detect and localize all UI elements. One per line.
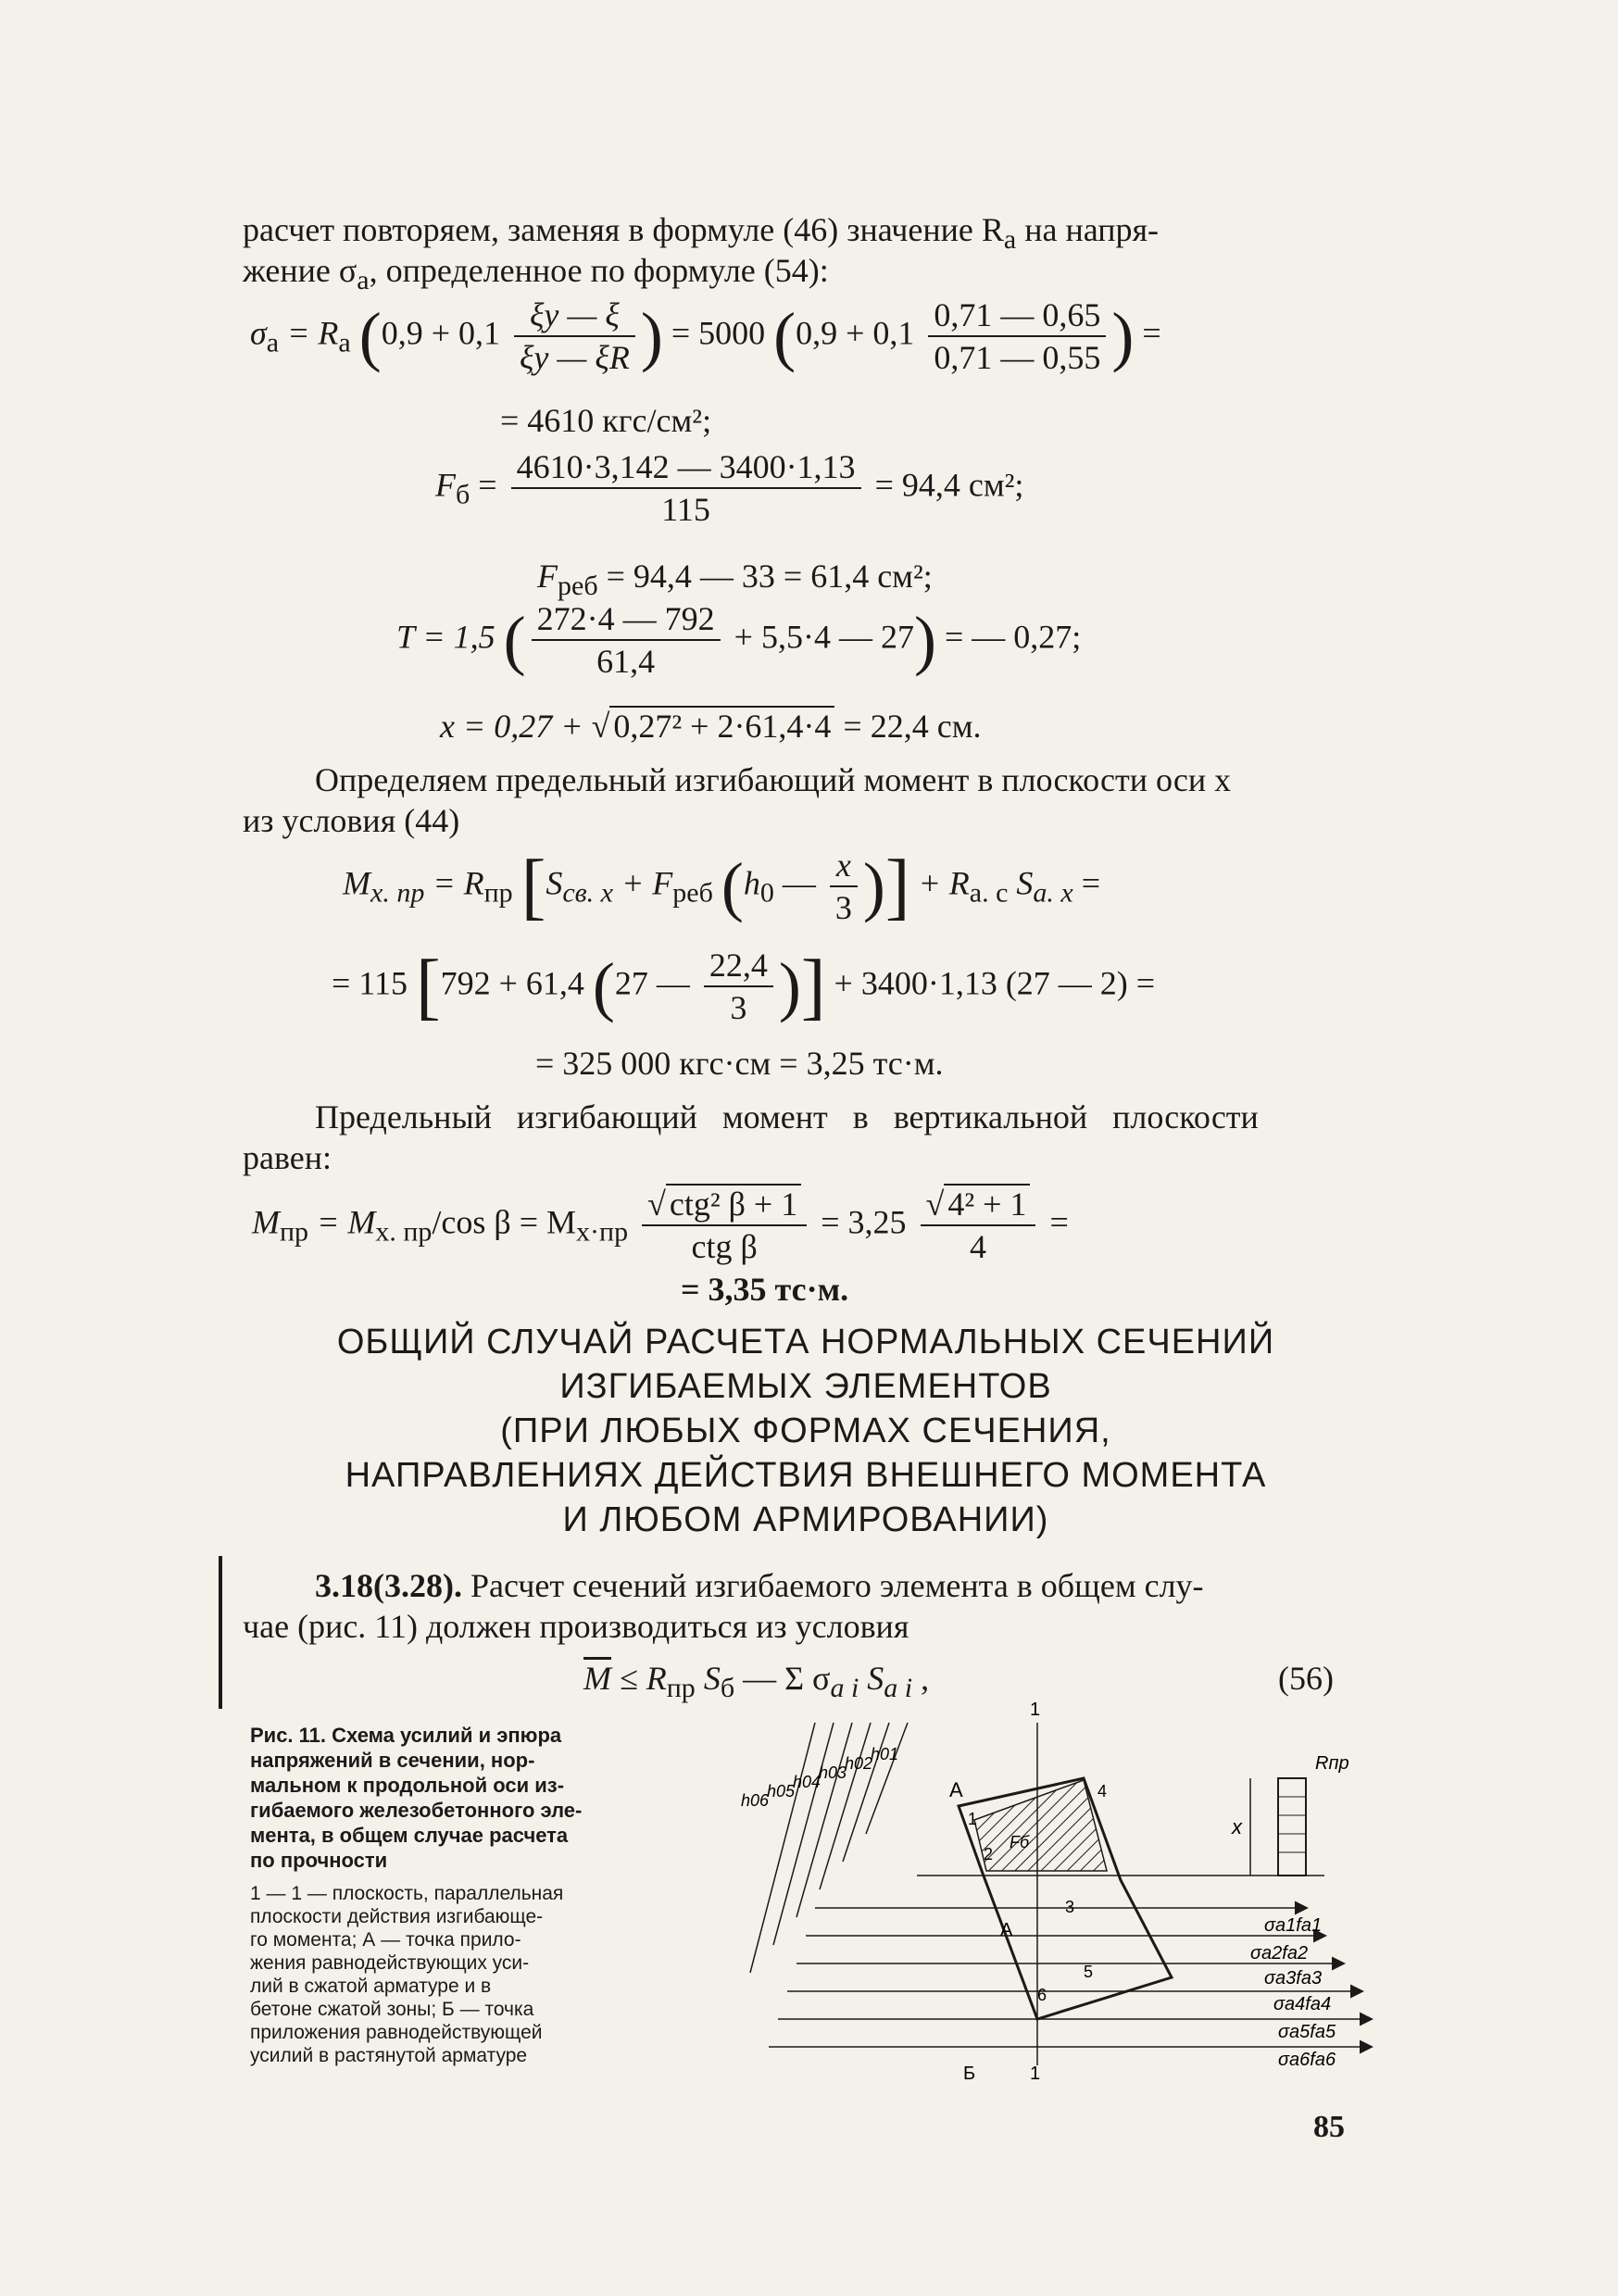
h01-label: h01 bbox=[871, 1745, 899, 1763]
page-number: 85 bbox=[1313, 2110, 1345, 2144]
point-1: 1 bbox=[968, 1810, 978, 1828]
para2-line-1: Определяем предельный изгибающий момент в плоскости оси x bbox=[315, 761, 1232, 798]
fb-label: Fб bbox=[1010, 1833, 1030, 1851]
caption-body-1: 1 — 1 — плоскость, параллельная bbox=[250, 1883, 564, 1904]
section-heading-line-5: И ЛЮБОМ АРМИРОВАНИИ) bbox=[562, 1500, 1049, 1539]
stress-label-5: σa5fa5 bbox=[1278, 2022, 1336, 2042]
compressed-zone bbox=[974, 1780, 1107, 1871]
intro-line-2: жение $\sigma_а$, определенное по формуле (54): bbox=[243, 252, 829, 296]
equation-fb: $F_б$ = $\frac{4610\cdot 3,142 — 3400\cdot 1,13}{115}$ = 94,4 см²; bbox=[435, 448, 1024, 528]
para3-line-1: Предельный изгибающий момент в вертикальной плоскости bbox=[315, 1098, 1259, 1135]
para3-line-2: равен: bbox=[243, 1139, 332, 1176]
margin-change-bar bbox=[219, 1556, 222, 1709]
h02-label: h02 bbox=[845, 1754, 873, 1773]
equation-56: $\overline{M} \le R_{пр}$ $S_б$ — Σ $\sigma_{а i}$ $S_{а i}$ , bbox=[583, 1660, 930, 1704]
equation-mx-2: = 115 [792 + 61,4 (27 — $\frac{22,4}{3}$ )] + 3400·1,13 (27 — 2) = bbox=[332, 946, 1156, 1027]
caption-title-2: напряжений в сечении, нор- bbox=[250, 1749, 535, 1772]
stress-label-4: σa4fa4 bbox=[1273, 1994, 1332, 2014]
caption-body-4: жения равнодействующих уси- bbox=[250, 1952, 530, 1974]
x-label: x bbox=[1232, 1815, 1242, 1838]
equation-freb: $F_{реб} = 94,4$ — 33 = 61,4 см²; bbox=[537, 558, 933, 602]
section-heading-line-3: (ПРИ ЛЮБЫХ ФОРМАХ СЕЧЕНИЯ, bbox=[500, 1411, 1111, 1450]
equation-mpr-result: = 3,35 тс·м. bbox=[681, 1271, 849, 1308]
h04-label: h04 bbox=[793, 1773, 822, 1791]
equation-x: x = 0,27 + √ 0,27² + 2·61,4·4 = 22,4 см. bbox=[440, 708, 982, 745]
stress-block bbox=[1278, 1778, 1306, 1876]
label-b: Б bbox=[963, 2064, 976, 2084]
point-2: 2 bbox=[984, 1845, 994, 1863]
point-4: 4 bbox=[1097, 1782, 1108, 1800]
caption-title-1: Рис. 11. Схема усилий и эпюра bbox=[250, 1724, 562, 1747]
point-5: 5 bbox=[1084, 1963, 1094, 1981]
rpr-label: Rпр bbox=[1315, 1753, 1349, 1774]
point-6: 6 bbox=[1037, 1986, 1047, 2004]
label-a-point: A bbox=[1000, 1920, 1013, 1940]
caption-body-5: лий в сжатой арматуре и в bbox=[250, 1976, 492, 1997]
axis-label-1-top: 1 bbox=[1030, 1700, 1041, 1720]
caption-body-6: бетоне сжатой зоны; Б — точка bbox=[250, 1999, 534, 2020]
caption-body-8: усилий в растянутой арматуре bbox=[250, 2045, 528, 2066]
para4-line-2: чае (рис. 11) должен производиться из условия bbox=[243, 1608, 909, 1645]
equation-t: T = 1,5 ( $\frac{272\cdot 4 — 792}{61,4}$ + 5,5·4 — 27) = — 0,27; bbox=[396, 600, 1082, 680]
stress-label-1: σa1fa1 bbox=[1264, 1915, 1323, 1936]
axis-label-1-bottom: 1 bbox=[1030, 2064, 1041, 2084]
caption-body-2: плоскости действия изгибающе- bbox=[250, 1906, 544, 1927]
label-a-top: А bbox=[949, 1778, 963, 1801]
equation-sigma-result: = 4610 кгс/см²; bbox=[500, 402, 712, 439]
caption-title-5: мента, в общем случае расчета bbox=[250, 1824, 569, 1847]
equation-mx-3: = 325 000 кгс·см = 3,25 тс·м. bbox=[535, 1045, 944, 1082]
para4-line-1: 3.18(3.28). Расчет сечений изгибаемого элемента в общем слу- bbox=[315, 1567, 1204, 1604]
caption-title-6: по прочности bbox=[250, 1849, 388, 1872]
stress-label-3: σa3fa3 bbox=[1264, 1968, 1323, 1989]
caption-title-3: мальном к продольной оси из- bbox=[250, 1774, 565, 1797]
h03-label: h03 bbox=[819, 1763, 847, 1782]
stress-label-2: σa2fa2 bbox=[1250, 1943, 1309, 1964]
caption-body-3: го момента; А — точка прило- bbox=[250, 1929, 521, 1951]
intro-line-1: расчет повторяем, заменяя в формуле (46) значение $R_а$ на напря- bbox=[243, 211, 1160, 256]
section-heading-line-4: НАПРАВЛЕНИЯХ ДЕЙСТВИЯ ВНЕШНЕГО МОМЕНТА bbox=[345, 1456, 1267, 1495]
equation-mx: $M_{x. пр} = R_{пр}$ [$S_{св. x} + F_{реб}$ ($h_0$ — $\frac{x}{3}$ )] + $R_{а. с}$ $S_{а. x}$ = bbox=[343, 846, 1101, 927]
caption-body-7: приложения равнодействующей bbox=[250, 2022, 543, 2043]
h05-label: h05 bbox=[767, 1782, 796, 1800]
point-3: 3 bbox=[1065, 1898, 1075, 1916]
section-heading-line-2: ИЗГИБАЕМЫХ ЭЛЕМЕНТОВ bbox=[559, 1367, 1052, 1406]
section-heading-line-1: ОБЩИЙ СЛУЧАЙ РАСЧЕТА НОРМАЛЬНЫХ СЕЧЕНИЙ bbox=[336, 1323, 1275, 1361]
figure-11-diagram bbox=[732, 1695, 1380, 2084]
equation-mpr: $M_{пр} = M_{x. пр}/\cos$ $\beta = M_{x\cdot пр}$ $\frac{\text{√ ctg² β + 1}}{\text{ctg β}}$ = 3,25 $\frac{\text{√ 4² + 1}}{4}$ = bbox=[252, 1186, 1069, 1265]
equation-number-56: (56) bbox=[1278, 1660, 1334, 1697]
para2-line-2: из условия (44) bbox=[243, 802, 460, 839]
equation-sigma: $\sigma_а = R_а$ (0,9 + 0,1 $\frac{\xi у — \xi}{\xi у — \xi R}$ ) = 5000 (0,9 + 0,1 $\frac{0,71 — 0,65}{0,71 — 0,55}$ ) = bbox=[250, 296, 1161, 376]
caption-title-4: гибаемого железобетонного эле- bbox=[250, 1799, 583, 1822]
h06-label: h06 bbox=[741, 1791, 770, 1810]
figure-caption bbox=[250, 1723, 582, 2067]
stress-label-6: σa6fa6 bbox=[1278, 2050, 1336, 2070]
